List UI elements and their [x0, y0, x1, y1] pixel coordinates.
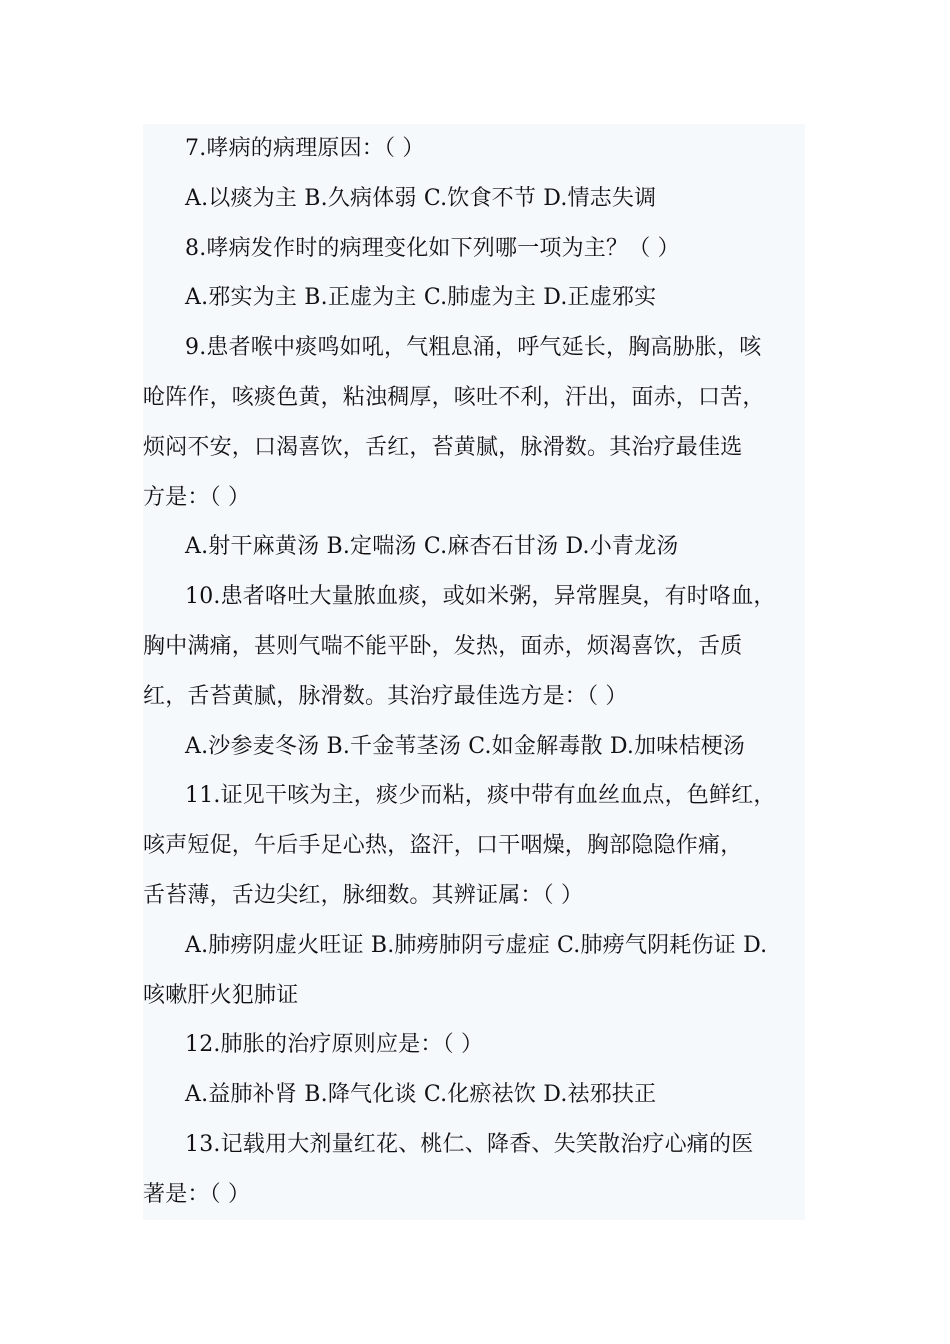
question-9-stem-line-2: 呛阵作，咳痰色黄，粘浊稠厚，咳吐不利，汗出，面赤，口苦， — [143, 384, 765, 410]
question-13-stem-line-1: 13.记载用大剂量红花、桃仁、降香、失笑散治疗心痛的医 — [185, 1131, 754, 1157]
question-11-stem-line-3: 舌苔薄，舌边尖红，脉细数。其辨证属：（ ） — [143, 882, 584, 908]
question-8-options: A.邪实为主 B.正虚为主 C.肺虚为主 D.正虚邪实 — [185, 285, 657, 311]
question-11-options-line-1: A.肺痨阴虚火旺证 B.肺痨肺阴亏虚症 C.肺痨气阴耗伤证 D. — [185, 932, 768, 958]
question-11-stem-line-1: 11.证见干咳为主，痰少而粘，痰中带有血丝血点，色鲜红， — [185, 783, 776, 809]
question-9-options: A.射干麻黄汤 B.定喘汤 C.麻杏石甘汤 D.小青龙汤 — [185, 534, 679, 560]
question-9-stem-line-3: 烦闷不安，口渴喜饮，舌红，苔黄腻，脉滑数。其治疗最佳选 — [143, 434, 743, 460]
question-12-stem: 12.肺胀的治疗原则应是：（ ） — [185, 1032, 484, 1058]
question-9-stem-line-4: 方是：（ ） — [143, 484, 251, 510]
question-10-stem-line-2: 胸中满痛，甚则气喘不能平卧，发热，面赤，烦渴喜饮，舌质 — [143, 633, 743, 659]
question-9-stem-line-1: 9.患者喉中痰鸣如吼，气粗息涌，呼气延长，胸高胁胀，咳 — [185, 335, 762, 361]
question-7-options: A.以痰为主 B.久病体弱 C.饮食不节 D.情志失调 — [185, 185, 657, 211]
question-8-stem: 8.哮病发作时的病理变化如下列哪一项为主？（ ） — [185, 235, 680, 261]
question-11-options-line-2: 咳嗽肝火犯肺证 — [143, 982, 299, 1008]
question-10-options: A.沙参麦冬汤 B.千金苇茎汤 C.如金解毒散 D.加味桔梗汤 — [185, 733, 746, 759]
question-11-stem-line-2: 咳声短促，午后手足心热，盗汗，口干咽燥，胸部隐隐作痛， — [143, 833, 743, 859]
question-10-stem-line-1: 10.患者咯吐大量脓血痰，或如米粥，异常腥臭，有时咯血， — [185, 584, 776, 610]
question-12-options: A.益肺补肾 B.降气化谈 C.化瘀祛饮 D.祛邪扶正 — [185, 1082, 657, 1108]
question-7-stem: 7.哮病的病理原因：（ ） — [185, 136, 425, 161]
question-13-stem-line-2: 著是：（ ） — [143, 1181, 251, 1207]
question-10-stem-line-3: 红，舌苔黄腻，脉滑数。其治疗最佳选方是：（ ） — [143, 683, 628, 709]
question-text-block — [143, 124, 805, 1220]
